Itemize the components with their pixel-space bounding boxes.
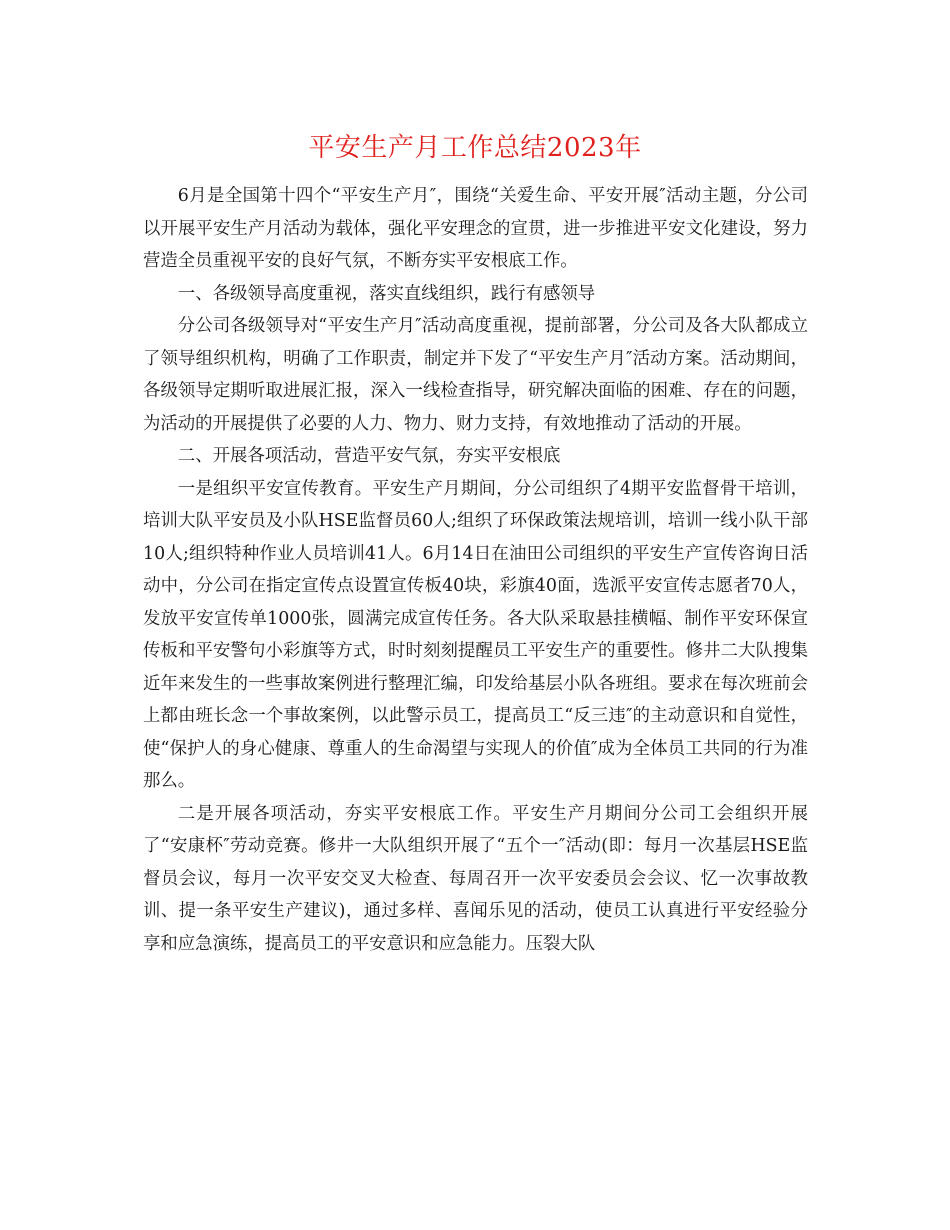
section-heading-1: 一、各级领导高度重视，落实直线组织，践行有感领导 xyxy=(177,283,596,304)
paragraph-education: 一是组织平安宣传教育。平安生产月期间，分公司组织了4期平安监督骨干培训，培训大队平安员及小队HSE监督员60人;组织了环保政策法规培训，培训一线小队干部10人;组织特种作业人员培训41人。6月14日在油田公司组织的平安生产宣传咨询日活动中，分公司在指定宣传点设置宣传板40块，彩旗40面，选派平安宣传志愿者70人，发放平安宣传单1000张，圆满完成宣传任务。各大队采取悬挂横幅、制作平安环保宣传板和平安警句小彩旗等方式，时时刻刻提醒员工平安生产的重要性。修井二大队搜集近年来发生的一些事故案例进行整理汇编，印发给基层小队各班组。要求在每次班前会上都由班长念一个事故案例，以此警示员工，提高员工“反三违″的主动意识和自觉性，使“保护人的身心健康、尊重人的生命渴望与实现人的价值″成为全体员工共同的行为准那么。 xyxy=(143,478,808,791)
paragraph-activities: 二是开展各项活动，夯实平安根底工作。平安生产月期间分公司工会组织开展了“安康杯″劳动竞赛。修井一大队组织开展了“五个一″活动(即：每月一次基层HSE监督员会议，每月一次平安交叉大检查、每周召开一次平安委员会会议、忆一次事故教训、提一条平安生产建议)，通过多样、喜闻乐见的活动，使员工认真进行平安经验分享和应急演练，提高员工的平安意识和应急能力。压裂大队 xyxy=(143,803,808,954)
document-body xyxy=(143,180,808,960)
document-title: 平安生产月工作总结2023年 xyxy=(308,133,642,163)
section-heading-2: 二、开展各项活动，营造平安气氛，夯实平安根底 xyxy=(177,446,561,466)
paragraph-intro: 6月是全国第十四个“平安生产月″，围绕“关爱生命、平安开展″活动主题，分公司以开展平安生产月活动为载体，强化平安理念的宣贯，进一步推进平安文化建设，努力营造全员重视平安的良好气氛，不断夯实平安根底工作。 xyxy=(143,186,808,271)
paragraph-leadership: 分公司各级领导对“平安生产月″活动高度重视，提前部署，分公司及各大队都成立了领导组织机构，明确了工作职责，制定并下发了“平安生产月″活动方案。活动期间，各级领导定期听取进展汇报，深入一线检查指导，研究解决面临的困难、存在的问题，为活动的开展提供了必要的人力、物力、财力支持，有效地推动了活动的开展。 xyxy=(143,316,808,434)
